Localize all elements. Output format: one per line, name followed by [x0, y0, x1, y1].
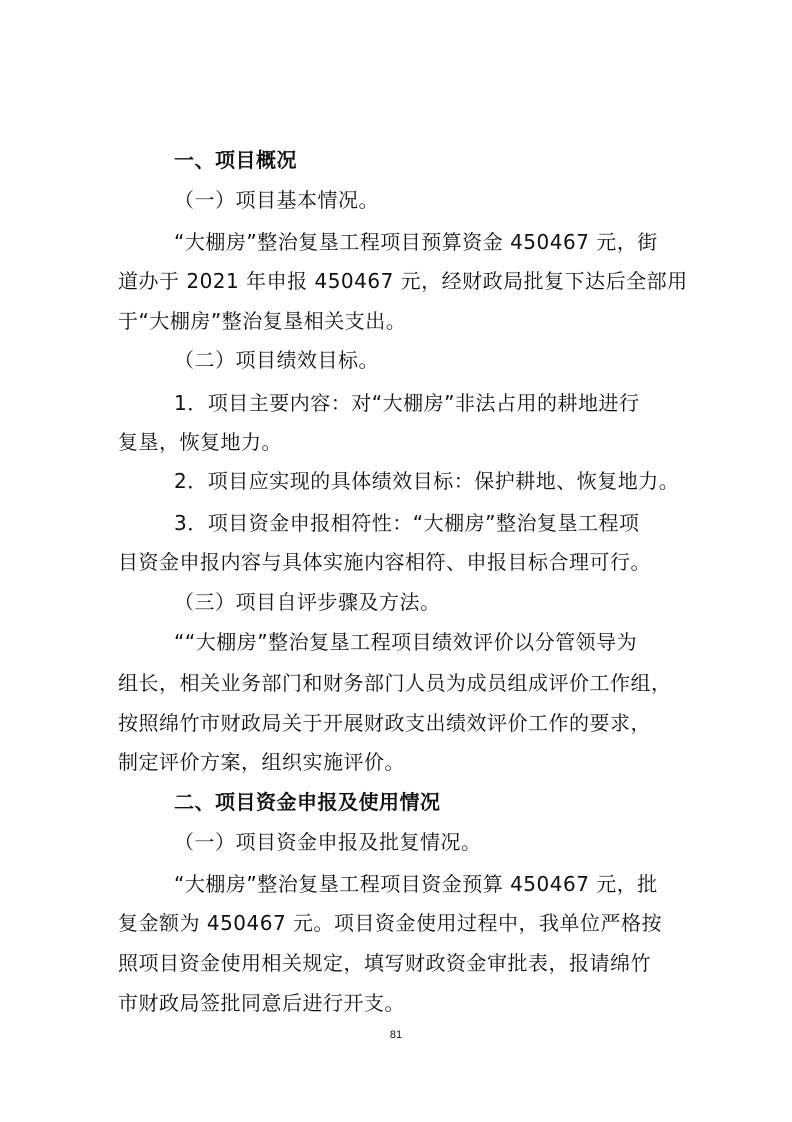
- paragraph-line: 市财政局签批同意后进行开支。: [118, 991, 405, 1015]
- paragraph-line: 3．项目资金申报相符性：“大棚房”整治复垦工程项: [174, 511, 640, 535]
- paragraph-line: 目资金申报内容与具体实施内容相符、申报目标合理可行。: [118, 550, 651, 574]
- paragraph-line: 制定评价方案，组织实施评价。: [118, 750, 405, 774]
- paragraph-line: “大棚房”整治复垦工程项目资金预算 450467 元，批: [174, 872, 658, 896]
- paragraph-line: 组长，相关业务部门和财务部门人员为成员组成评价工作组，: [118, 671, 672, 695]
- paragraph-line: 于“大棚房”整治复垦相关支出。: [118, 309, 407, 333]
- paragraph-line: ““大棚房”整治复垦工程项目绩效评价以分管领导为: [174, 630, 638, 654]
- paragraph-line: 道办于 2021 年申报 450467 元，经财政局批复下达后全部用: [118, 269, 688, 293]
- section-heading-1: 一、项目概况: [174, 148, 297, 172]
- subsection-heading: （一）项目基本情况。: [174, 188, 379, 212]
- paragraph-line: 1．项目主要内容：对“大棚房”非法占用的耕地进行: [174, 391, 640, 415]
- subsection-heading: （三）项目自评步骤及方法。: [174, 590, 441, 614]
- paragraph-line: 复金额为 450467 元。项目资金使用过程中，我单位严格按: [118, 911, 663, 935]
- paragraph-line: 2．项目应实现的具体绩效目标：保护耕地、恢复地力。: [174, 469, 680, 493]
- section-heading-2: 二、项目资金申报及使用情况: [174, 790, 441, 814]
- paragraph-line: “大棚房”整治复垦工程项目预算资金 450467 元，街: [174, 230, 658, 254]
- paragraph-line: 复垦，恢复地力。: [118, 430, 282, 454]
- subsection-heading: （一）项目资金申报及批复情况。: [174, 830, 482, 854]
- subsection-heading: （二）项目绩效目标。: [174, 348, 379, 372]
- paragraph-line: 按照绵竹市财政局关于开展财政支出绩效评价工作的要求，: [118, 711, 651, 735]
- paragraph-line: 照项目资金使用相关规定，填写财政资金审批表，报请绵竹: [118, 951, 651, 975]
- page-number: 81: [389, 1029, 403, 1041]
